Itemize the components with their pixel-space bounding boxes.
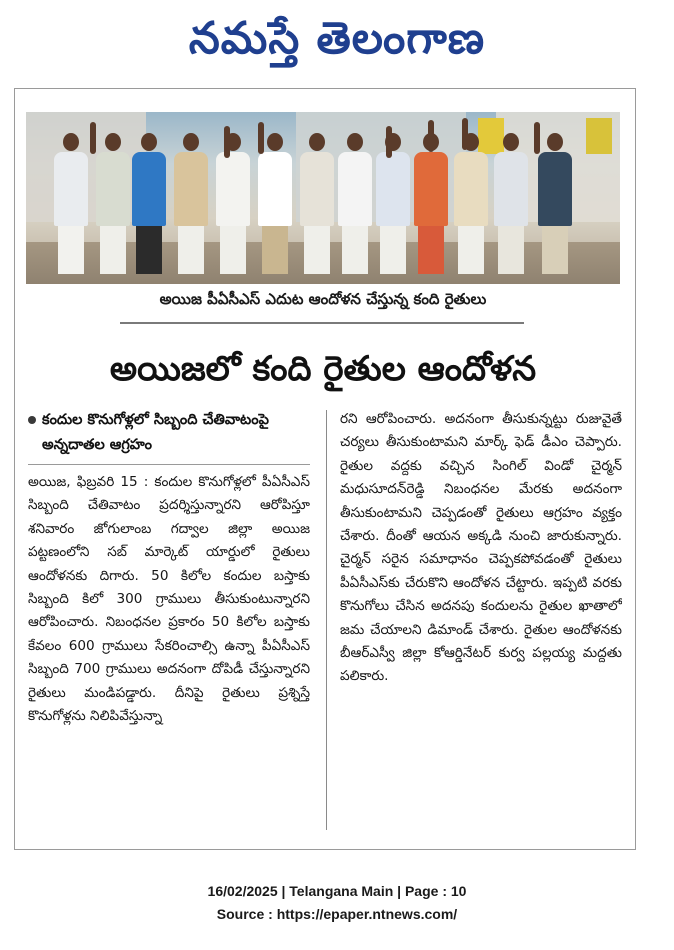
subheadline-divider [28,464,310,465]
edition-info: 16/02/2025 | Telangana Main | Page : 10 [207,883,467,899]
article-column-right [340,408,622,838]
column-divider [326,410,327,830]
subheadline-text: కందుల కొనుగోళ్లలో సిబ్బంది చేతివాటంపై అన్నదాతల ఆగ్రహం [42,412,269,453]
photo-caption: అయిజ పీఏసీఎస్ ఎదుట ఆందోళన చేస్తున్న కంది రైతులు [159,290,487,308]
article-headline: అయిజలో కంది రైతుల ఆందోళన [109,349,537,389]
article-column-left [28,408,310,838]
bullet-icon [28,416,36,424]
article-body-right: రని ఆరోపించారు. అదనంగా తీసుకున్నట్టు రుజువైతే చర్యలు తీసుకుంటామని మార్క్ ఫెడ్ డీఎం చెప్పారు. రైతుల వద్దకు వచ్చిన సింగిల్ విండో చైర్మన్ మధుసూదన్‌రెడ్డి నిబంధనల మేరకు అదనంగా తీసుకుంటామని చెప్పడంతో రైతులు ఆగ్రహం వ్యక్తం చేశారు. దీంతో ఆయన అక్కడి నుంచి జారుకున్నారు. చైర్మన్ సరైన సమాధానం చెప్పకపోవడంతో రైతులు పీఏసీఎస్‌కు చేరుకొని ఆందోళన చేట్టారు. ఇప్పటి వరకు కొనుగోలు చేసిన అదనపు కందులను రైతుల ఖాతాలో జమ చేయాలని డిమాండ్ చేశారు. రైతుల ఆందోళనకు బీఆర్ఎస్వీ జిల్లా కోఆర్డినేటర్ కుర్వ పల్లయ్య మద్దతు పలికారు. [340,411,622,685]
article-subheadline [28,408,310,460]
newspaper-logo: నమస్తే తెలంగాణ [188,13,486,64]
source-link[interactable]: Source : https://epaper.ntnews.com/ [216,906,458,922]
page-footer [0,880,674,926]
article-body-left: అయిజ, ఫిబ్రవరి 15 : కందుల కొనుగోళ్లలో పీఏసీఎస్ సిబ్బంది చేతివాటం ప్రదర్శిస్తున్నారని ఆరోపిస్తూ శనివారం జోగులాంబ గద్వాల జిల్లా అయిజ పట్టణంలోని సబ్ మార్కెట్ యార్డులో రైతులు ఆందోళనకు దిగారు. 50 కిలోల కందుల బస్తాకు సిబ్బంది కిలో 300 గ్రాములు తీసుకుంటున్నారని ఆరోపించారు. నిబంధనల ప్రకారం 50 కిలోల బస్తాకు కేవలం 600 గ్రాములు సేకరించాల్సి ఉన్నా పీఏసీఎస్ సిబ్బంది 700 గ్రాములు అదనంగా దోపిడీ చేస్తున్నారని రైతులు మండిపడ్డారు. దీనిపై రైతులు ప్రశ్నిస్తే కొనుగోళ్లను నిలిపివేస్తున్నా [28,474,310,725]
news-photo [26,112,620,284]
masthead [0,0,674,78]
caption-divider [120,322,524,324]
